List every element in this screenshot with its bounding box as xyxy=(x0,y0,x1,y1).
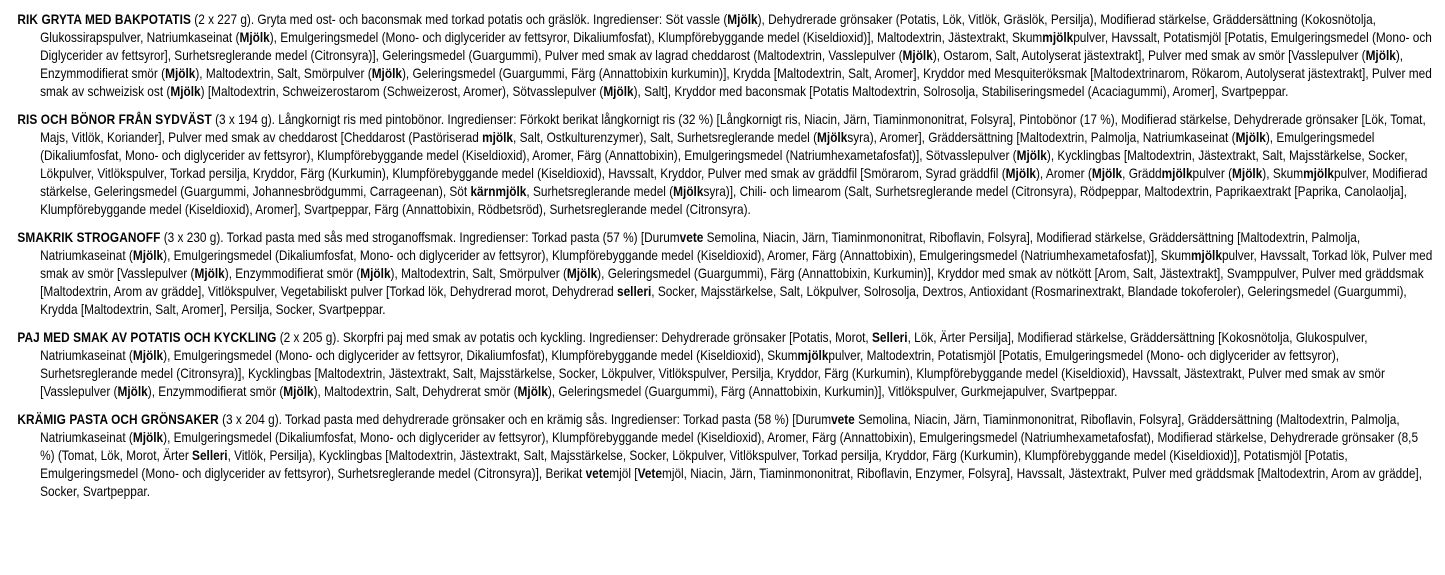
ingredient-list: (3 x 194 g). Långkornigt ris med pintobönor. Ingredienser: Förkokt berikat långkornigt ris (32 %) [Långkornigt ris, Niacin, Järn, Tiaminmononitrat, Folsyra], Pintobönor (17 %), Modifierad stärkelse, Dehydrerade grönsaker [Lök, Tomat, Majs, Vitlök, Koriander], Pulver med smak av cheddarost [Cheddarost (Pastöriserad mjölk, Salt, Ostkulturenzymer), Salt, Surhetsreglerande medel (Mjölksyra), Aromer], Gräddersättning [Maltodextrin, Palmolja, Natriumkaseinat (Mjölk), Emulgeringsmedel (Dikaliumfosfat, Mono- och diglycerider av fettsyror), Klumpförebyggande medel (Kiseldioxid), Aromer, Färg (Annattobixin), Emulgeringsmedel (Natriumhexametafosfat)], Sötvasslepulver (Mjölk), Kycklingbas [Maltodextrin, Jästextrakt, Salt, Majsstärkelse, Socker, Lökpulver, Vitlökspulver, Torkad persilja, Kryddor, Färg (Kurkumin), Klumpförebyggande medel (Kiseldioxid), Havssalt, Kryddor, Pulver med smak av gräddfil [Smörarom, Syrad gräddfil (Mjölk), Aromer (Mjölk, Gräddmjölkpulver (Mjölk), Skummjölkpulver, Modifierad stärkelse, Geleringsmedel (Guargummi, Johannesbrödgummi, Carrageenan), Söt kärnmjölk, Surhetsreglerande medel (Mjölksyra)], Chili- och limearom (Salt, Surhetsreglerande medel (Citronsyra), Rödpeppar, Maltodextrin, Paprikaextrakt [Paprika, Canolaolja], Klumpförebyggande medel (Kiseldioxid), Aromer], Svartpeppar, Färg (Annattobixin, Rödbetsröd), Surhetsreglerande medel (Citronsyra). xyxy=(40,112,1428,217)
product-paragraph xyxy=(0,329,1434,401)
product-name: KRÄMIG PASTA OCH GRÖNSAKER xyxy=(17,412,219,427)
ingredient-list: (2 x 205 g). Skorpfri paj med smak av potatis och kyckling. Ingredienser: Dehydrerade grönsaker [Potatis, Morot, Selleri, Lök, Ärter Persilja], Modifierad stärkelse, Gräddersättning [Kokosnötolja, Glukospulver, Natriumkaseinat (Mjölk), Emulgeringsmedel (Mono- och diglycerider av fettsyror, Dikaliumfosfat), Klumpförebyggande medel (Kiseldioxid), Skummjölkpulver, Maltodextrin, Potatismjöl [Potatis, Emulgeringsmedel (Mono- och diglycerider av fettsyror), Surhetsreglerande medel (Citronsyra)], Kycklingbas [Maltodextrin, Jästextrakt, Salt, Majsstärkelse, Socker, Lökpulver, Vitlökspulver, Persilja, Kryddor, Färg (Kurkumin), Klumpförebyggande medel (Kiseldioxid), Havssalt, Jästextrakt, Pulver med smak av smör [Vasslepulver (Mjölk), Enzymmodifierat smör (Mjölk), Maltodextrin, Salt, Dehydrerat smör (Mjölk), Geleringsmedel (Guargummi), Färg (Annattobixin, Kurkumin)], Vitlökspulver, Gurkmejapulver, Svartpeppar. xyxy=(40,330,1385,399)
ingredient-list: (3 x 204 g). Torkad pasta med dehydrerade grönsaker och en krämig sås. Ingredienser: Torkad pasta (58 %) [Durumvete Semolina, Niacin, Järn, Tiaminmononitrat, Riboflavin, Folsyra], Gräddersättning (Maltodextrin, Palmolja, Natriumkaseinat (Mjölk), Emulgeringsmedel (Dikaliumfosfat, Mono- och diglycerider av fettsyror), Klumpförebyggande medel (Kiseldioxid), Aromer, Färg (Annattobixin), Emulgeringsmedel (Natriumhexametafosfat), Modifierad stärkelse, Dehydrerade grönsaker (8,5 %) (Tomat, Lök, Morot, Ärter Selleri, Vitlök, Persilja), Kycklingbas [Maltodextrin, Jästextrakt, Salt, Majsstärkelse, Socker, Lökpulver, Vitlökspulver, Torkad persilja, Kryddor, Färg (Kurkumin), Klumpförebyggande medel (Kiseldioxid)], Potatismjöl [Potatis, Emulgeringsmedel (Mono- och diglycerider av fettsyror), Surhetsreglerande medel (Citronsyra)], Berikat vetemjöl [Vetemjöl, Niacin, Järn, Tiaminmononitrat, Riboflavin, Enzymer, Folsyra], Havssalt, Jästextrakt, Pulver med gräddsmak [Maltodextrin, Arom av grädde], Socker, Svartpeppar. xyxy=(40,412,1423,499)
product-name: SMAKRIK STROGANOFF xyxy=(17,230,161,245)
product-name: RIS OCH BÖNOR FRÅN SYDVÄST xyxy=(17,112,212,127)
ingredient-list: (2 x 227 g). Gryta med ost- och baconsmak med torkad potatis och gräslök. Ingredienser: Söt vassle (Mjölk), Dehydrerade grönsaker (Potatis, Lök, Vitlök, Gräslök, Persilja), Modifierad stärkelse, Gräddersättning (Kokosnötolja, Glukossirapspulver, Natriumkaseinat (Mjölk), Emulgeringsmedel (Mono- och diglycerider av fettsyror, Dikaliumfosfat), Klumpförebyggande medel (Kiseldioxid)], Maltodextrin, Jästextrakt, Skummjölkpulver, Havssalt, Potatismjöl [Potatis, Emulgeringsmedel (Mono- och Diglycerider av fettsyror], Surhetsreglerande medel (Citronsyra)], Geleringsmedel (Guargummi), Pulver med smak av lagrad cheddarost (Maltodextrin, Vasslepulver (Mjölk), Ostarom, Salt, Autolyserat jästextrakt], Pulver med smak av smör [Vasslepulver (Mjölk), Enzymmodifierat smör (Mjölk), Maltodextrin, Salt, Smörpulver (Mjölk), Geleringsmedel (Guargummi, Färg (Annattobixin kurkumin)], Krydda [Maltodextrin, Salt, Aromer], Kryddor med Mesquiteröksmak [Maltodextrinarom, Rökarom, Autolyserat jästextrakt], Pulver med smak av schweizisk ost (Mjölk) [Maltodextrin, Schweizerostarom (Schweizerost, Aromer), Sötvasslepulver (Mjölk), Salt], Kryddor med baconsmak [Potatis Maltodextrin, Solrosolja, Stabiliseringsmedel (Acaciagummi), Aromer], Svartpeppar. xyxy=(40,12,1432,99)
product-name: PAJ MED SMAK AV POTATIS OCH KYCKLING xyxy=(17,330,277,345)
product-paragraph xyxy=(0,229,1434,319)
product-name: RIK GRYTA MED BAKPOTATIS xyxy=(17,12,191,27)
product-paragraph xyxy=(0,411,1434,501)
ingredient-list: (3 x 230 g). Torkad pasta med sås med stroganoffsmak. Ingredienser: Torkad pasta (57 %) [Durumvete Semolina, Niacin, Järn, Tiaminmononitrat, Riboflavin, Folsyra], Modifierad stärkelse, Gräddersättning [Maltodextrin, Palmolja, Natriumkaseinat (Mjölk), Emulgeringsmedel (Dikaliumfosfat, Mono- och diglycerider av fettsyror), Klumpförebyggande medel (Kiseldioxid), Aromer, Färg (Annattobixin), Emulgeringsmedel (Natriumhexametafosfat)], Skummjölkpulver, Havssalt, Torkad lök, Pulver med smak av smör [Vasslepulver (Mjölk), Enzymmodifierat smör (Mjölk), Maltodextrin, Salt, Smörpulver (Mjölk), Geleringsmedel (Guargummi), Färg (Annattobixin, Kurkumin)], Kryddor med smak av nötkött [Arom, Salt, Jästextrakt], Svamppulver, Pulver med gräddsmak [Maltodextrin, Arom av grädde], Vitlökspulver, Vegetabiliskt pulver [Torkad lök, Dehydrerad morot, Dehydrerad selleri, Socker, Majsstärkelse, Salt, Lökpulver, Solrosolja, Dextros, Antioxidant (Rosmarinextrakt, Blandade tokoferoler), Geleringsmedel (Guargummi), Krydda [Maltodextrin, Salt, Aromer], Persilja, Socker, Svartpeppar. xyxy=(40,230,1433,317)
product-paragraph xyxy=(0,111,1434,219)
product-paragraph xyxy=(0,11,1434,101)
